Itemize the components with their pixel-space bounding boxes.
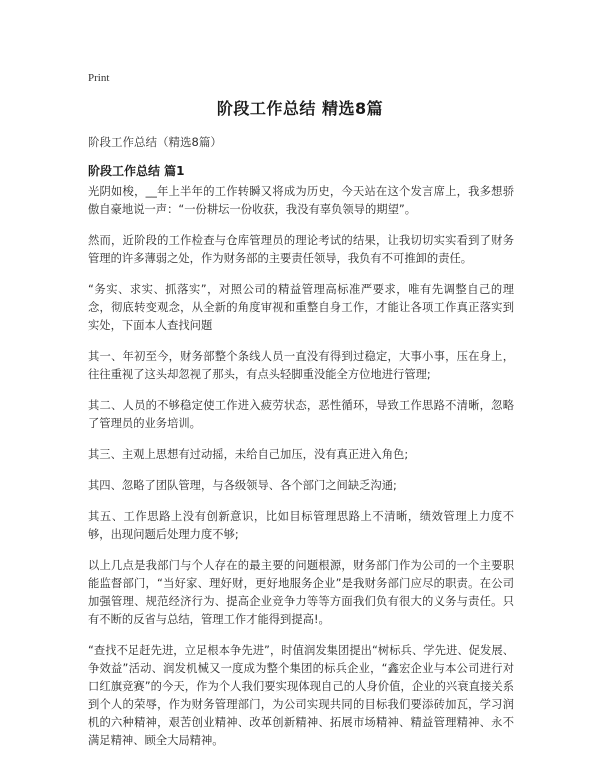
paragraph-2: 然而，近阶段的工作检查与仓库管理员的理论考试的结果，让我切切实实看到了财务管理的许多薄弱之处，作为财务部的主要责任领导，我负有不可推卸的责任。 [88,234,514,265]
document-subtitle: 阶段工作总结（精选8篇） [88,135,222,149]
paragraph-4: 其一、年初至今，财务部整个条线人员一直没有得到过稳定，大事小事，压在身上，往往重视了这头却忽视了那头，有点头轻脚重没能全方位地进行管理; [88,350,514,381]
section-heading: 阶段工作总结 篇1 [88,164,185,178]
paragraph-3: “务实、求实、抓落实”，对照公司的精益管理高标准严要求，唯有先调整自己的理念，彻底转变观念，从全新的角度审视和重整自身工作，才能让各项工作真正落实到实处，下面本人查找问题 [88,283,514,332]
paragraph-7: 其四、忽略了团队管理，与各级领导、各个部门之间缺乏沟通; [88,479,397,492]
paragraph-9: 以上几点是我部门与个人存在的最主要的问题根源，财务部门作为公司的一个主要职能监督部门，“当好家、理好财，更好地服务企业”是我财务部门应尽的职责。在公司加强管理、规范经济行为、提高企业竞争力等等方面我们负有很大的义务与责任。只有不断的反省与总结，管理工作才能得到提高!。 [88,559,514,626]
paragraph-10: “查找不足赶先进，立足根本争先进”，时值润发集团提出“树标兵、学先进、促发展、争效益”活动、润发机械又一度成为整个集团的标兵企业，“鑫宏企业与本公司进行对口红旗竞赛”的今天，作为个人我们要实现体现自己的人身价值，企业的兴衰直接关系到个人的荣辱，作为财务管理部门，为公司实现共同的目标我们要添砖加瓦，学习润机的六种精神，艰苦创业精神、改革创新精神、拓展市场精神、精益管理精神、永不满足精神、顾全大局精神。 [88,644,514,747]
print-label[interactable]: Print [88,72,110,84]
paragraph-5: 其二、人员的不够稳定使工作进入疲劳状态，恶性循环，导致工作思路不清晰，忽略了管理员的业务培训。 [88,399,514,430]
paragraph-6: 其三、主观上思想有过动摇，未给自己加压，没有真正进入角色; [88,448,409,461]
document-body [88,183,514,763]
paragraph-8: 其五、工作思路上没有创新意识，比如目标管理思路上不清晰，绩效管理上力度不够，出现问题后处理力度不够; [88,510,514,541]
document-title: 阶段工作总结 精选8篇 [216,99,384,118]
paragraph-1: 光阴如梭，__年上半年的工作转瞬又将成为历史，今天站在这个发言席上，我多想骄傲自豪地说一声：“一份耕坛一份收获，我没有辜负领导的期望”。 [88,185,514,216]
